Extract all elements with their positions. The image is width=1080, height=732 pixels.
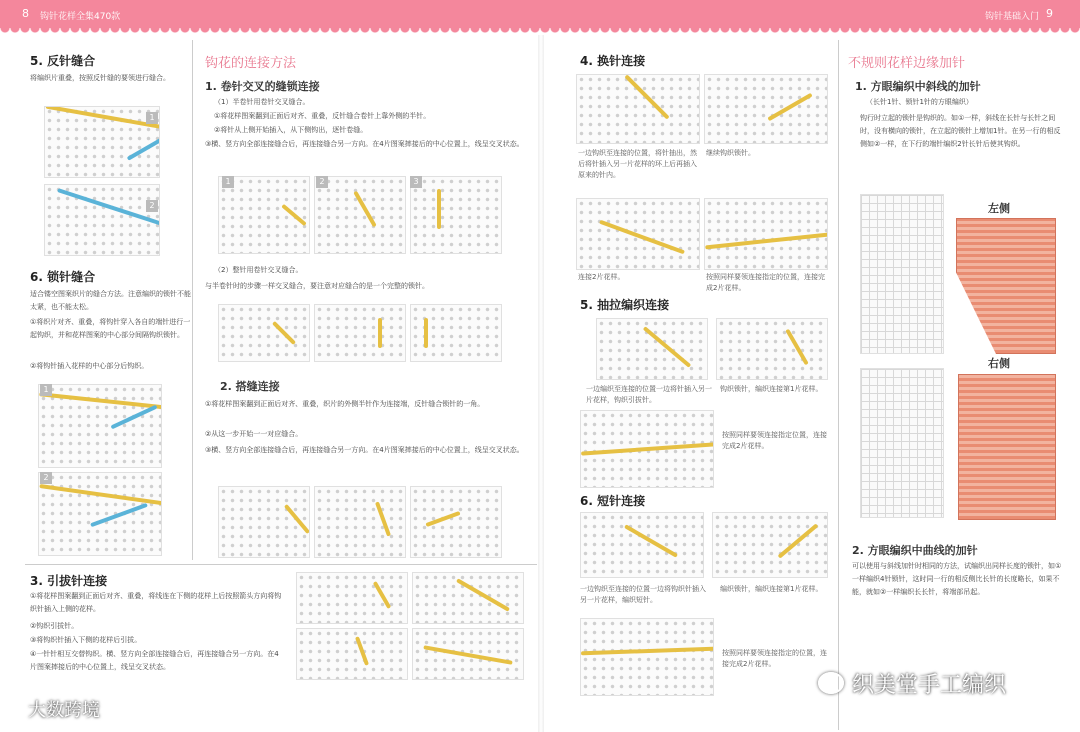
text: 与半卷针时的步骤一样交叉缝合，要注意对应缝合的是一个完整的锁针。	[205, 282, 429, 290]
slip-join-illustration-3	[296, 628, 408, 680]
whip-full-illustration-3	[410, 304, 502, 362]
sc-join-illustration-1	[580, 512, 704, 578]
slip-join-illustration-2	[412, 572, 524, 624]
watermark-right: 织美堂手工编织	[852, 673, 1007, 698]
text: ③横、竖方向全部连接缝合后，再连接缝合另一方向。在4片图案摔接后的中心位置上，线呈交叉状态。	[205, 140, 524, 148]
chain-seam-text-2: ①将织片对齐、重叠，将钩针穿入各自的端针进行一起钩织，并和花样图案的中心部分间隔钩织锁针。	[30, 318, 191, 339]
switch-join-illustration-4	[704, 198, 828, 270]
book-gutter	[538, 35, 544, 732]
wechat-icon	[818, 672, 844, 694]
overlap-seam-illustration-1	[218, 486, 310, 558]
step-number: 1	[40, 384, 52, 396]
whip-cross-illustration-3	[410, 176, 502, 254]
left-side-label: 左侧	[988, 202, 1010, 215]
caption: 一边钩织至连接的位置一边将钩织针插入另一片花样，编织短针。	[580, 585, 706, 604]
switch-join-illustration-2	[704, 74, 828, 144]
section-title-back-stitch: 5. 反针缝合	[30, 54, 96, 68]
text: ②从这一步开始一一对应缝合。	[205, 430, 303, 438]
text: ②钩织引拔针。	[30, 622, 79, 630]
chain-seam-text-1: 适合镂空图案织片的缝合方法。注意编织的锁针不能太紧，也不能太松。	[30, 290, 191, 311]
caption: 按照同样要领连接指定的位置，连接完成2片花样。	[706, 273, 825, 292]
text: ①将花样图案翻到正面后对齐、重叠，将线连在下侧的花样上后按照箭头方向将钩织针插入上侧的花样。	[30, 592, 282, 613]
right-side-chart	[860, 368, 944, 518]
overlap-seam-illustration-3	[410, 486, 502, 558]
section-title-chain-seam: 6. 锁针缝合	[30, 270, 96, 284]
switch-join-illustration-1	[576, 74, 700, 144]
step-number: 2	[316, 176, 328, 188]
page-header	[0, 0, 1080, 28]
pull-join-illustration-2	[716, 318, 828, 380]
text: ②将针从上侧开始插入，从下侧钩出，逐针卷缝。	[214, 126, 368, 134]
subsection-title-overlap-seam: 2. 搭缝连接	[220, 380, 280, 393]
right-page-number: 9	[1046, 7, 1053, 20]
left-running-title: 钩针花样全集470款	[40, 12, 121, 22]
caption: 一边钩织至连接的位置，将针抽出，然后将针插入另一片花样的环上后再插入原来的针内。	[578, 149, 697, 179]
back-stitch-illustration-1	[44, 106, 160, 178]
pull-join-illustration-3	[580, 410, 714, 488]
section-separator	[25, 564, 537, 565]
chain-seam-text-3: ②将钩针插入花样的中心部分后钩织。	[30, 362, 149, 370]
right-side-swatch-photo	[958, 374, 1056, 520]
left-side-chart	[860, 194, 944, 354]
chain-seam-illustration-2	[38, 472, 162, 556]
pull-join-illustration-1	[596, 318, 708, 380]
whip-full-illustration-2	[314, 304, 406, 362]
caption: 按照同样要领连接指定的位置，连接完成2片花样。	[722, 649, 827, 668]
back-stitch-illustration-2	[44, 184, 160, 256]
slip-join-illustration-4	[412, 628, 524, 680]
text: 可以使用与斜线加针时相同的方法，试编织出同样长度的锁针，如①一样编织4针锁针，这时同一行的相反侧比长针的长度略长，如果不能，就如②一样编织长长针，将端部吊起。	[852, 562, 1062, 596]
step-number: 1	[146, 112, 158, 124]
text: ③横、竖方向全部连接缝合后，再连接缝合另一方向。在4片图案摔接后的中心位置上，线呈交叉状态。	[205, 446, 524, 454]
motif-joining-title: 钩花的连接方法	[205, 56, 297, 71]
step-number: 3	[410, 176, 422, 188]
text: ①将花样图案翻到正面后对齐、重叠，反针缝合卷针上靠外侧的半针。	[214, 112, 431, 120]
caption: 编织锁针，编织连接第1片花样。	[720, 585, 823, 593]
right-side-label: 右侧	[988, 357, 1010, 370]
caption: 钩织锁针，编织连接第1片花样。	[720, 385, 823, 393]
caption: 一边编织至连接的位置一边将针插入另一片花样，钩织引拔针。	[586, 385, 712, 404]
text: （长针1针、锁针1针的方眼编织）	[866, 98, 973, 106]
caption: 按照同样要领连接指定位置，连接完成2片花样。	[722, 431, 827, 450]
switch-join-illustration-3	[576, 198, 700, 270]
caption: 连接2片花样。	[578, 273, 625, 281]
subsection-title-diagonal-increase: 1. 方眼编织中斜线的加针	[855, 80, 981, 93]
subsection-title-curve-increase: 2. 方眼编织中曲线的加针	[852, 544, 978, 557]
whip-full-illustration-1	[218, 304, 310, 362]
sc-join-illustration-3	[580, 618, 714, 696]
text: 钩行时立起的锁针是钩织的。如①一样，斜线在长针与长针之间时，没有横向的锁针，在立起的锁针上增加1针。在另一行的相反侧如②一样，在下行的端针编织2针长针后使其钩织。	[860, 114, 1061, 148]
left-side-swatch-photo	[956, 218, 1056, 354]
sc-join-illustration-2	[712, 512, 828, 578]
text: ③将钩织针插入下侧的花样后引拔。	[30, 636, 142, 644]
chain-seam-illustration-1	[38, 384, 162, 468]
text: ①将花样图案翻到正面后对齐、重叠，织片的外侧半针作为连接端，反针缝合锁针的一角。	[205, 400, 485, 408]
watermark-left: 大数跨境	[28, 700, 100, 721]
header-scallop-edge	[0, 28, 1080, 35]
subsection-title-whip-cross: 1. 卷针交叉的缝锁连接	[205, 80, 320, 93]
back-stitch-text: 将编织片重叠，按照反针缝的要领进行缝合。	[30, 74, 170, 82]
section-title-slip-stitch-join: 3. 引拔针连接	[30, 574, 108, 588]
step-number: 1	[222, 176, 234, 188]
text: （1）半卷针用卷针交叉缝合。	[214, 98, 310, 106]
section-title-pull-through-join: 5. 抽拉编织连接	[580, 298, 670, 312]
overlap-seam-illustration-2	[314, 486, 406, 558]
step-number: 2	[40, 472, 52, 484]
step-number: 2	[146, 200, 158, 212]
left-page-number: 8	[22, 7, 29, 20]
text: （2）整针用卷针交叉缝合。	[214, 266, 303, 274]
column-divider	[192, 40, 193, 560]
slip-join-illustration-1	[296, 572, 408, 624]
irregular-edge-title: 不规则花样边缘加针	[848, 56, 966, 71]
column-divider	[838, 40, 839, 730]
section-title-switch-needle-join: 4. 换针连接	[580, 54, 646, 68]
text: ④一针针相互交替钩织。横、竖方向全部连接缝合后，再连接缝合另一方向。在4片图案摔接后的中心位置上，线呈交叉状态。	[30, 650, 279, 671]
right-running-title: 钩针基础入门	[985, 12, 1040, 22]
caption: 继续钩织锁针。	[706, 149, 755, 157]
section-title-single-crochet-join: 6. 短针连接	[580, 494, 646, 508]
